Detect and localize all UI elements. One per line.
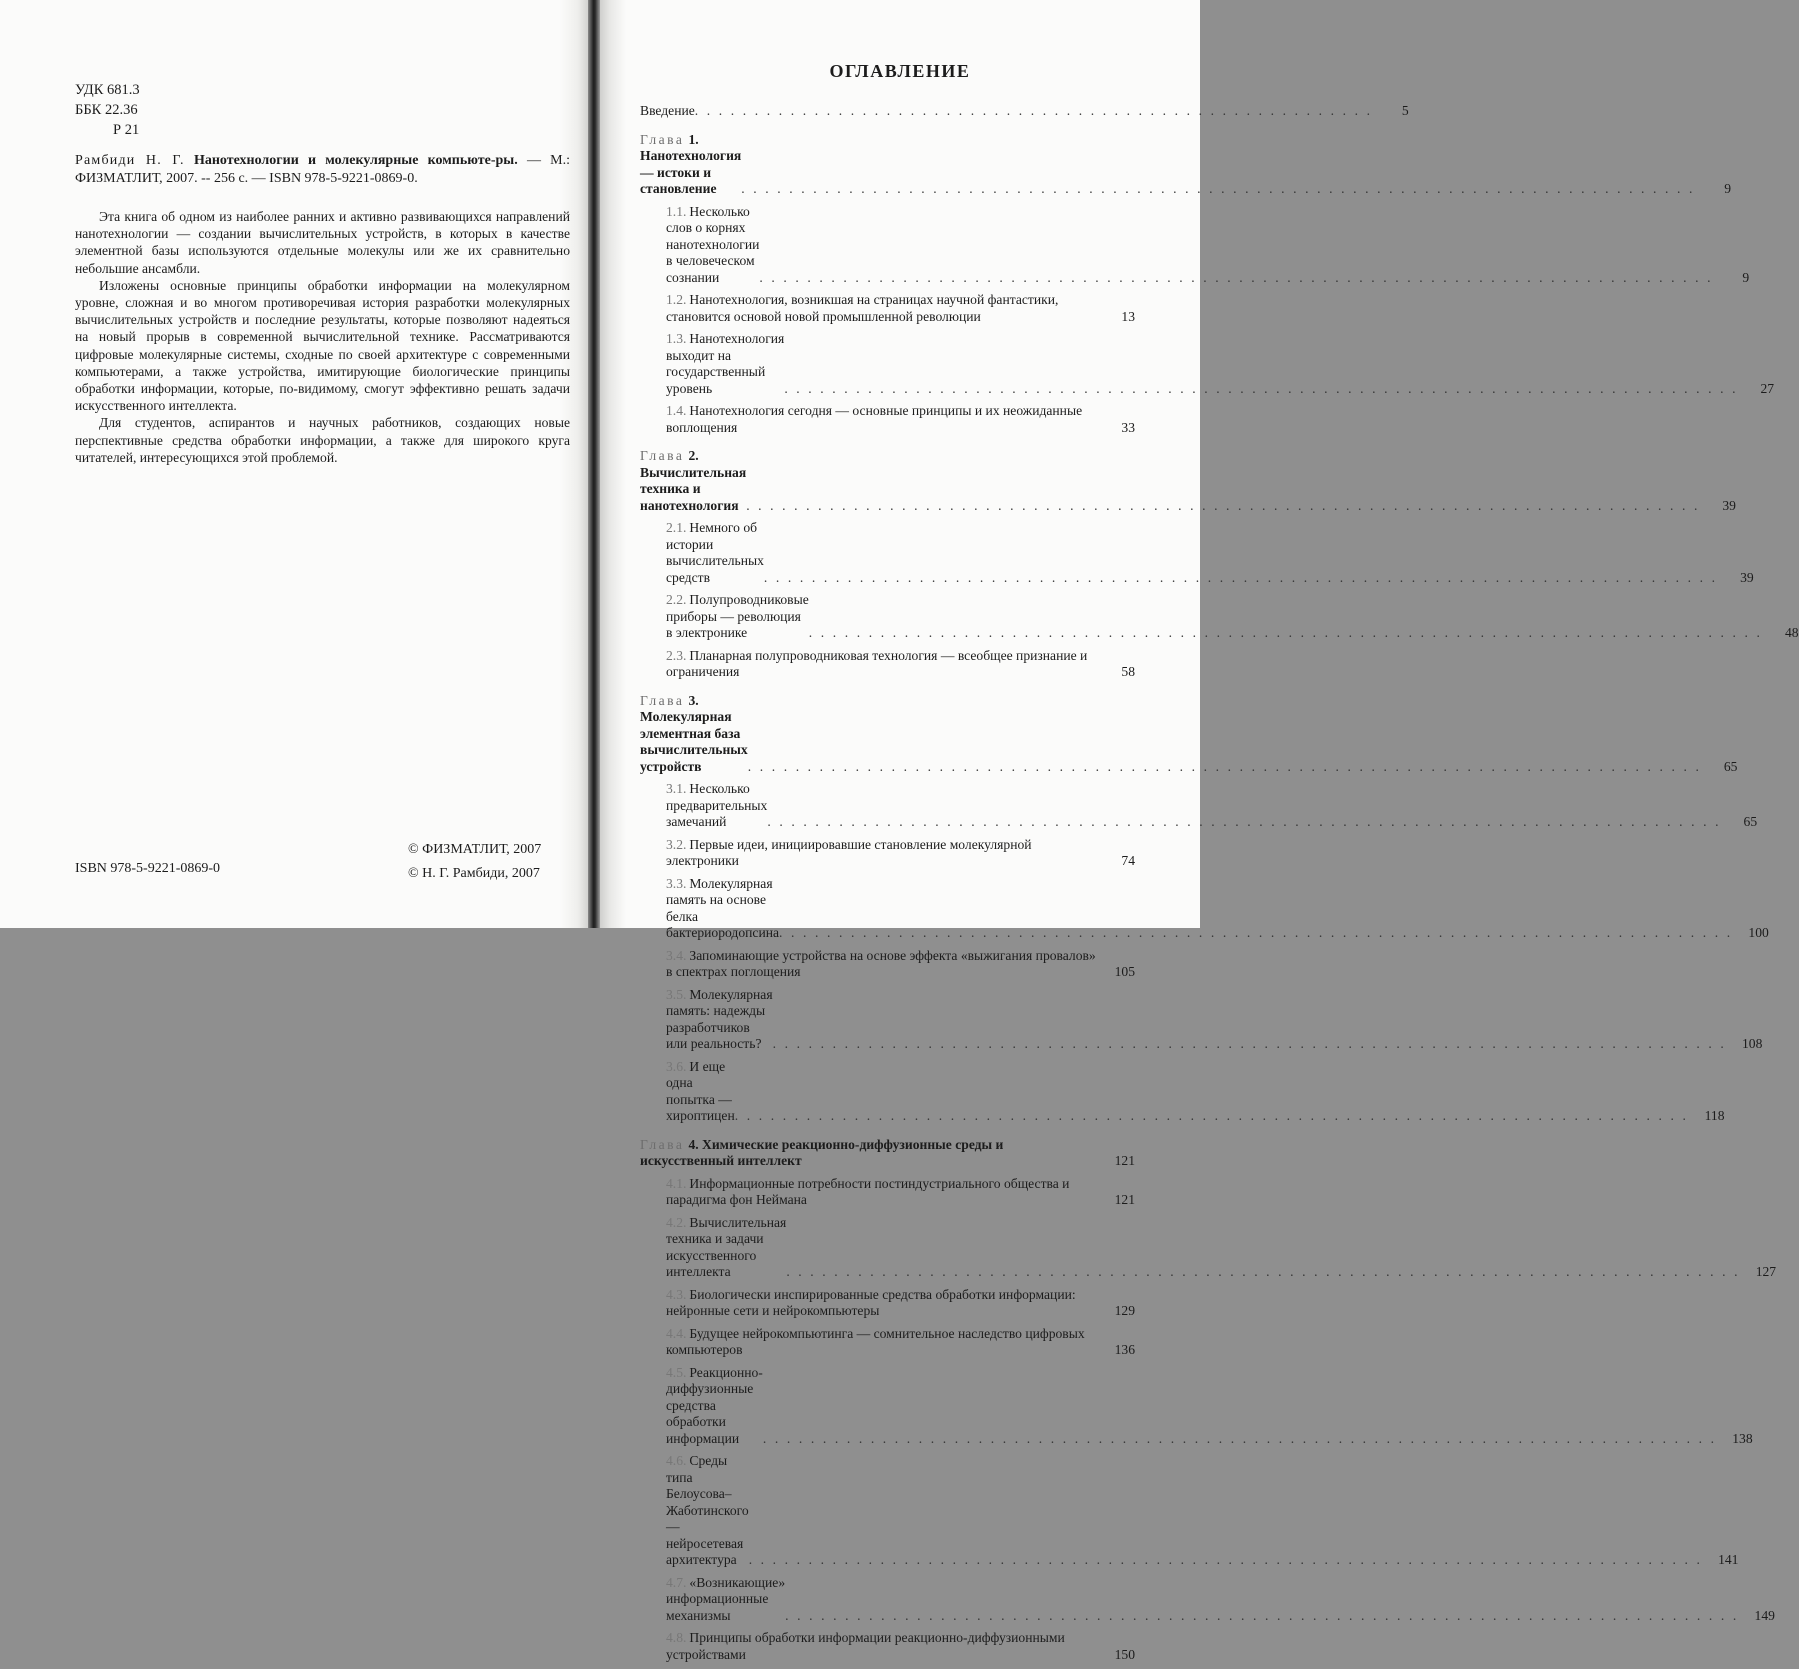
toc-section[interactable] <box>640 1364 1753 1448</box>
toc-section-line <box>666 1176 1135 1209</box>
toc-section-text <box>666 1575 785 1625</box>
toc-chapter[interactable] <box>640 692 1738 776</box>
toc-page-number: 100 <box>1748 925 1769 940</box>
section-number: 1.2. <box>666 292 687 307</box>
toc-page-number: 121 <box>1114 1153 1135 1168</box>
toc-chapter-text <box>640 132 741 198</box>
toc-page-number: 136 <box>1114 1342 1135 1357</box>
toc-section[interactable] <box>640 592 1799 642</box>
toc-section-text <box>666 837 1099 870</box>
toc-page-number: 9 <box>1724 181 1732 196</box>
toc-section[interactable] <box>640 875 1769 942</box>
toc-page-number: 65 <box>1743 814 1758 829</box>
author-mark: Р 21 <box>113 122 140 138</box>
section-number: 3.5. <box>666 986 687 1002</box>
section-number: 2.1. <box>666 520 687 535</box>
toc-section[interactable] <box>640 837 1135 870</box>
section-title: Будущее нейрокомпьютинга — сомнительное наследство цифровых компьютеров <box>666 1325 1085 1357</box>
section-number: 4.7. <box>666 1574 687 1590</box>
section-number: 4.4. <box>666 1325 687 1341</box>
toc-page-number: 150 <box>1114 1646 1135 1662</box>
toc-section-line <box>666 403 1135 436</box>
section-title: Молекулярная память: надежды разработчиков или реальность? <box>666 986 773 1051</box>
toc-section-text <box>666 403 1099 436</box>
section-title: Планарная полупроводниковая технология — всеобщее признание и ограничения <box>666 647 1088 679</box>
chapter-label: Глава <box>640 692 685 708</box>
toc-section-line <box>666 1364 1753 1448</box>
toc-chapter-line <box>640 448 1736 514</box>
toc-page-number: 74 <box>1121 853 1135 868</box>
annotation-paragraph: Изложены основные принципы обработки информации на молекулярном уровне, сложная и во многом противоречивая история разработки молекулярных вычислительных устройств и последние результаты, которые позволяют надеяться на новый прорыв в современной вычислительной технике. Рассматриваются цифровые молекулярные системы, сходные по своей архитектуре с современными компьютерами, а также устройства, имитирующие биологические принципы обработки информации, которые, по-видимому, смогут эффективно решать задачи искусственного интеллекта. <box>75 277 570 414</box>
toc-chapter[interactable] <box>640 131 1732 198</box>
toc-intro[interactable] <box>640 103 1409 120</box>
section-title: Реакционно-диффузионные средства обработки информации <box>666 1364 763 1446</box>
section-title: Нанотехнология, возникшая на страницах научной фантастики, становится основой новой промышленной революции <box>666 292 1059 324</box>
toc-section[interactable] <box>640 292 1135 325</box>
toc-section-line <box>666 781 1758 831</box>
toc-chapter-text <box>640 1137 1099 1170</box>
isbn: ISBN 978-5-9221-0869-0 <box>75 861 221 876</box>
section-title: Несколько предварительных замечаний <box>666 781 768 829</box>
section-title: Полупроводниковые приборы — революция в электронике <box>666 592 809 640</box>
toc-page-number: 9 <box>1742 269 1750 285</box>
annotation-paragraph: Эта книга об одном из наиболее ранних и активно развивающихся направлений нанотехнологии — создании вычислительных устройств, в которых в качестве элементной базы используются отдельные молекулы или же их сравнительно небольшие ансамбли. <box>75 209 570 276</box>
toc-section[interactable] <box>640 781 1758 831</box>
toc-section[interactable] <box>640 331 1775 397</box>
toc-section[interactable] <box>640 403 1135 436</box>
toc-chapters <box>640 131 1799 1664</box>
section-title: Запоминающие устройства на основе эффекта «выжигания провалов» в спектрах поглощения <box>666 947 1096 979</box>
toc-page-number: 127 <box>1755 1264 1777 1279</box>
book-spine <box>588 0 600 928</box>
bibliographic-record <box>75 152 570 188</box>
toc-section-text <box>666 1059 735 1125</box>
section-title: Информационные потребности постиндустриального общества и парадигма фон Неймана <box>666 1175 1070 1207</box>
toc-chapter-text <box>640 693 748 776</box>
toc-section-text <box>666 987 773 1053</box>
chapter-label: Глава <box>640 1136 685 1152</box>
toc-section-line <box>666 837 1135 870</box>
biblio-author: Рамбиди Н. Г. <box>75 153 185 168</box>
toc-page-number: 105 <box>1114 964 1135 979</box>
toc-page-number: 58 <box>1121 664 1135 679</box>
section-title: И еще одна попытка — хироптицен <box>666 1058 735 1123</box>
toc-page-number: 5 <box>1401 103 1409 118</box>
section-title: Нанотехнология выходит на государственный уровень <box>666 331 785 396</box>
copyright-author: © Н. Г. Рамбиди, 2007 <box>408 866 540 881</box>
toc-section-text <box>666 592 809 642</box>
toc-section[interactable] <box>640 1287 1135 1320</box>
chapter-label: Глава <box>640 448 685 463</box>
toc-section-line <box>666 1214 1777 1281</box>
dot-leader: . . . . . . . . . . . . . . . . . . . . . . . . . . . . . . . . . . . . . . . . . . . . . . . . . . . . . . . . . . . . . . . . . . . . . . . . . . . . . . . . <box>767 814 1722 829</box>
dot-leader: . . . . . . . . . . . . . . . . . . . . . . . . . . . . . . . . . . . . . . . . . . . . . . . . . . . . . . . . . . . . . . . . . . . . . . . . . . . . . . . . <box>748 1552 1703 1567</box>
toc-chapter[interactable] <box>640 1137 1135 1170</box>
biblio-details: — М.: ФИЗМАТЛИТ, 2007. -- 256 с. — ISBN 978-5-9221-0869-0. <box>75 153 570 186</box>
udk-block <box>75 80 140 140</box>
section-number: 4.6. <box>666 1453 687 1468</box>
toc-section-line <box>666 1630 1135 1663</box>
section-number: 3.1. <box>666 781 687 796</box>
section-title: Первые идеи, инициировавшие становление молекулярной электроники <box>666 836 1032 868</box>
toc-section[interactable] <box>640 520 1754 586</box>
toc-chapter-text <box>640 448 746 514</box>
dot-leader: . . . . . . . . . . . . . . . . . . . . . . . . . . . . . . . . . . . . . . . . . . . . . . . . . . . . . . . . . . . . . . . . . . . . . . . . . . . . . . . . <box>762 1430 1717 1446</box>
section-number: 4.2. <box>666 1214 687 1230</box>
chapter-number: 3. <box>688 692 699 708</box>
chapter-title: Нанотехнология — истоки и становление <box>640 148 742 196</box>
toc-section[interactable] <box>640 1214 1777 1281</box>
toc-section-line <box>666 875 1769 942</box>
section-title: Вычислительная техника и задачи искусственного интеллекта <box>666 1214 787 1279</box>
toc-section[interactable] <box>640 948 1135 981</box>
section-title: Биологически инспирированные средства обработки информации: нейронные сети и нейрокомпьютеры <box>666 1286 1076 1318</box>
section-number: 1.4. <box>666 403 687 418</box>
toc-section-line <box>666 1287 1135 1320</box>
section-number: 1.3. <box>666 331 687 346</box>
toc-section-text <box>666 876 779 942</box>
annotation-paragraph: Для студентов, аспирантов и научных работников, создающих новые перспективные средства обработки информации, а также для широкого круга читателей, интересующихся этой проблемой. <box>75 415 570 465</box>
toc-page-number: 149 <box>1754 1607 1775 1623</box>
dot-leader: . . . . . . . . . . . . . . . . . . . . . . . . . . . . . . . . . . . . . . . . . . . . . . . . . . . . . . . . . . . . . . . . . . . . . . . . . . . . . . . . <box>779 925 1733 940</box>
toc-section-line <box>666 1058 1725 1125</box>
dot-leader: . . . . . . . . . . . . . . . . . . . . . . . . . . . . . . . . . . . . . . . . . . . . . . . . . . . . . . . . . . . . . . . . . . . . . . . . . . . . . . . . <box>785 1607 1739 1623</box>
chapter-number: 1. <box>688 131 699 147</box>
toc-section-text <box>666 204 759 287</box>
toc-page-number: 138 <box>1732 1430 1753 1446</box>
toc-chapter-line <box>640 1137 1135 1170</box>
section-title: Несколько слов о корнях нанотехнологии в человеческом сознании <box>666 203 760 285</box>
udk-code: УДК 681.3 <box>75 82 140 98</box>
toc-page-number: 121 <box>1114 1192 1135 1207</box>
section-number: 3.6. <box>666 1058 687 1074</box>
toc-section[interactable] <box>640 986 1763 1053</box>
toc-section-line <box>666 292 1135 325</box>
toc-page-number: 48 <box>1784 625 1799 640</box>
section-title: Принципы обработки информации реакционно-диффузионными устройствами <box>666 1630 1065 1662</box>
section-title: «Возникающие» информационные механизмы <box>666 1574 786 1623</box>
copyright-block <box>408 838 541 886</box>
chapter-title: Вычислительная техника и нанотехнология <box>640 464 747 513</box>
toc-section-text <box>666 1630 1099 1663</box>
toc-section-text <box>666 520 764 586</box>
bbk-code: ББК 22.36 <box>75 102 138 118</box>
toc-section-line <box>666 592 1799 642</box>
section-title: Молекулярная память на основе белка бактериородопсина <box>666 875 780 940</box>
section-title: Немного об истории вычислительных средств <box>666 520 764 585</box>
toc-section-text <box>666 1215 786 1281</box>
toc-section-text <box>666 948 1099 981</box>
dot-leader: . . . . . . . . . . . . . . . . . . . . . . . . . . . . . . . . . . . . . . . . . . . . . . . . . . . . . . . . . . . . . . . . . . . . . . . . . . . . . . . . <box>784 380 1739 396</box>
toc-page-number: 39 <box>1740 569 1754 585</box>
toc-section[interactable] <box>640 1326 1135 1359</box>
toc-page-number: 65 <box>1723 758 1738 774</box>
section-number: 2.3. <box>666 647 687 663</box>
toc-section[interactable] <box>640 1574 1775 1625</box>
toc-section-line <box>666 648 1135 681</box>
section-number: 1.1. <box>666 203 687 219</box>
toc-section-text <box>666 1287 1099 1320</box>
toc-section[interactable] <box>640 203 1750 287</box>
section-number: 4.1. <box>666 1175 687 1191</box>
toc-page-number: 141 <box>1718 1552 1739 1567</box>
toc-page-number: 108 <box>1741 1036 1763 1051</box>
toc-section-line <box>666 331 1775 397</box>
toc-page-number: 33 <box>1121 419 1135 435</box>
toc-section-line <box>666 986 1763 1053</box>
toc-section-line <box>666 1453 1739 1569</box>
toc-section-text <box>666 1453 749 1569</box>
section-title: Нанотехнология сегодня — основные принципы и их неожиданные воплощения <box>666 403 1083 435</box>
annotation <box>75 208 570 466</box>
section-number: 4.8. <box>666 1630 687 1645</box>
section-number: 3.2. <box>666 836 687 852</box>
dot-leader: . . . . . . . . . . . . . . . . . . . . . . . . . . . . . . . . . . . . . . . . . . . . . . . . . . . . . . . . . . . . . . . . . . . . . . . . . . . . . . . . <box>747 758 1702 774</box>
chapter-number: 4. <box>688 1136 703 1152</box>
toc-section-line <box>666 203 1750 287</box>
section-number: 3.3. <box>666 875 687 891</box>
toc-chapter-line <box>640 131 1732 198</box>
toc-page-number: 27 <box>1760 380 1775 396</box>
section-number: 3.4. <box>666 947 687 963</box>
toc-page-number: 118 <box>1704 1108 1725 1123</box>
toc-page-number: 129 <box>1114 1303 1135 1318</box>
toc-section-line <box>666 1326 1135 1359</box>
toc-section-text <box>666 292 1099 325</box>
copyright-publisher: © ФИЗМАТЛИТ, 2007 <box>408 842 542 857</box>
table-of-contents <box>640 103 1799 1669</box>
toc-section-line <box>666 520 1754 586</box>
toc-section[interactable] <box>640 1058 1725 1125</box>
section-title: Среды типа Белоусова–Жаботинского — нейросетевая архитектура <box>666 1453 749 1567</box>
dot-leader: . . . . . . . . . . . . . . . . . . . . . . . . . . . . . . . . . . . . . . . . . . . . . . . . . . . . . . . . . . . . . . . . . . . . . . . . . . . . . . . . <box>772 1036 1727 1051</box>
chapter-number: 2. <box>688 448 699 463</box>
toc-section-text <box>666 1365 763 1448</box>
toc-intro-label: Введение <box>640 103 695 118</box>
dot-leader: . . . . . . . . . . . . . . . . . . . . . . . . . . . . . . . . . . . . . . . . . . . . . . . . . . . . . . . . . . . . . . . . . . . . . . . . . . . . . . . . <box>763 569 1718 585</box>
toc-chapter-line <box>640 692 1738 776</box>
dot-leader: . . . . . . . . . . . . . . . . . . . . . . . . . . . . . . . . . . . . . . . . . . . . . . . . . . . . . . . . . . . . . . . . . . . . . . . . . . . . . . . . <box>734 1108 1689 1123</box>
toc-section-text <box>666 1326 1099 1359</box>
toc-page-number: 13 <box>1121 308 1135 324</box>
left-page <box>0 0 588 928</box>
toc-section[interactable] <box>640 1176 1135 1209</box>
chapter-title: Химические реакционно-диффузионные среды и искусственный интеллект <box>640 1136 1004 1168</box>
dot-leader: . . . . . . . . . . . . . . . . . . . . . . . . . . . . . . . . . . . . . . . . . . . . . . . . . . . . . . . . . . . . . . . . . . . . . . . . . . . . . . . . <box>759 269 1714 285</box>
section-number: 4.5. <box>666 1364 687 1380</box>
toc-section-line <box>666 948 1135 981</box>
chapter-title: Молекулярная элементная база вычислительных устройств <box>640 709 748 774</box>
toc-chapter[interactable] <box>640 448 1736 514</box>
biblio-title: Нанотехнологии и молекулярные компьюте-ры. <box>193 153 518 168</box>
dot-leader: . . . . . . . . . . . . . . . . . . . . . . . . . . . . . . . . . . . . . . . . . . . . . . . . . . . . . . . . . . . . . . . . . . . . . . . . . . . . . . . . <box>808 625 1763 640</box>
toc-page-number: 39 <box>1722 497 1736 513</box>
toc-section[interactable] <box>640 648 1135 681</box>
section-number: 4.3. <box>666 1286 687 1302</box>
section-number: 2.2. <box>666 592 687 607</box>
chapter-label: Глава <box>640 131 685 147</box>
toc-section-text <box>666 331 784 397</box>
toc-section[interactable] <box>640 1453 1739 1569</box>
toc-section-line <box>666 1574 1775 1625</box>
toc-section-text <box>666 648 1099 681</box>
dot-leader: . . . . . . . . . . . . . . . . . . . . . . . . . . . . . . . . . . . . . . . . . . . . . . . . . . . . . . . . . <box>694 103 1373 118</box>
toc-section-text <box>666 781 767 831</box>
toc-section-text <box>666 1176 1099 1209</box>
toc-section[interactable] <box>640 1630 1135 1663</box>
dot-leader: . . . . . . . . . . . . . . . . . . . . . . . . . . . . . . . . . . . . . . . . . . . . . . . . . . . . . . . . . . . . . . . . . . . . . . . . . . . . . . . . <box>746 497 1700 513</box>
toc-heading: ОГЛАВЛЕНИЕ <box>829 61 971 81</box>
dot-leader: . . . . . . . . . . . . . . . . . . . . . . . . . . . . . . . . . . . . . . . . . . . . . . . . . . . . . . . . . . . . . . . . . . . . . . . . . . . . . . . . <box>741 181 1696 196</box>
dot-leader: . . . . . . . . . . . . . . . . . . . . . . . . . . . . . . . . . . . . . . . . . . . . . . . . . . . . . . . . . . . . . . . . . . . . . . . . . . . . . . . . <box>786 1264 1741 1279</box>
